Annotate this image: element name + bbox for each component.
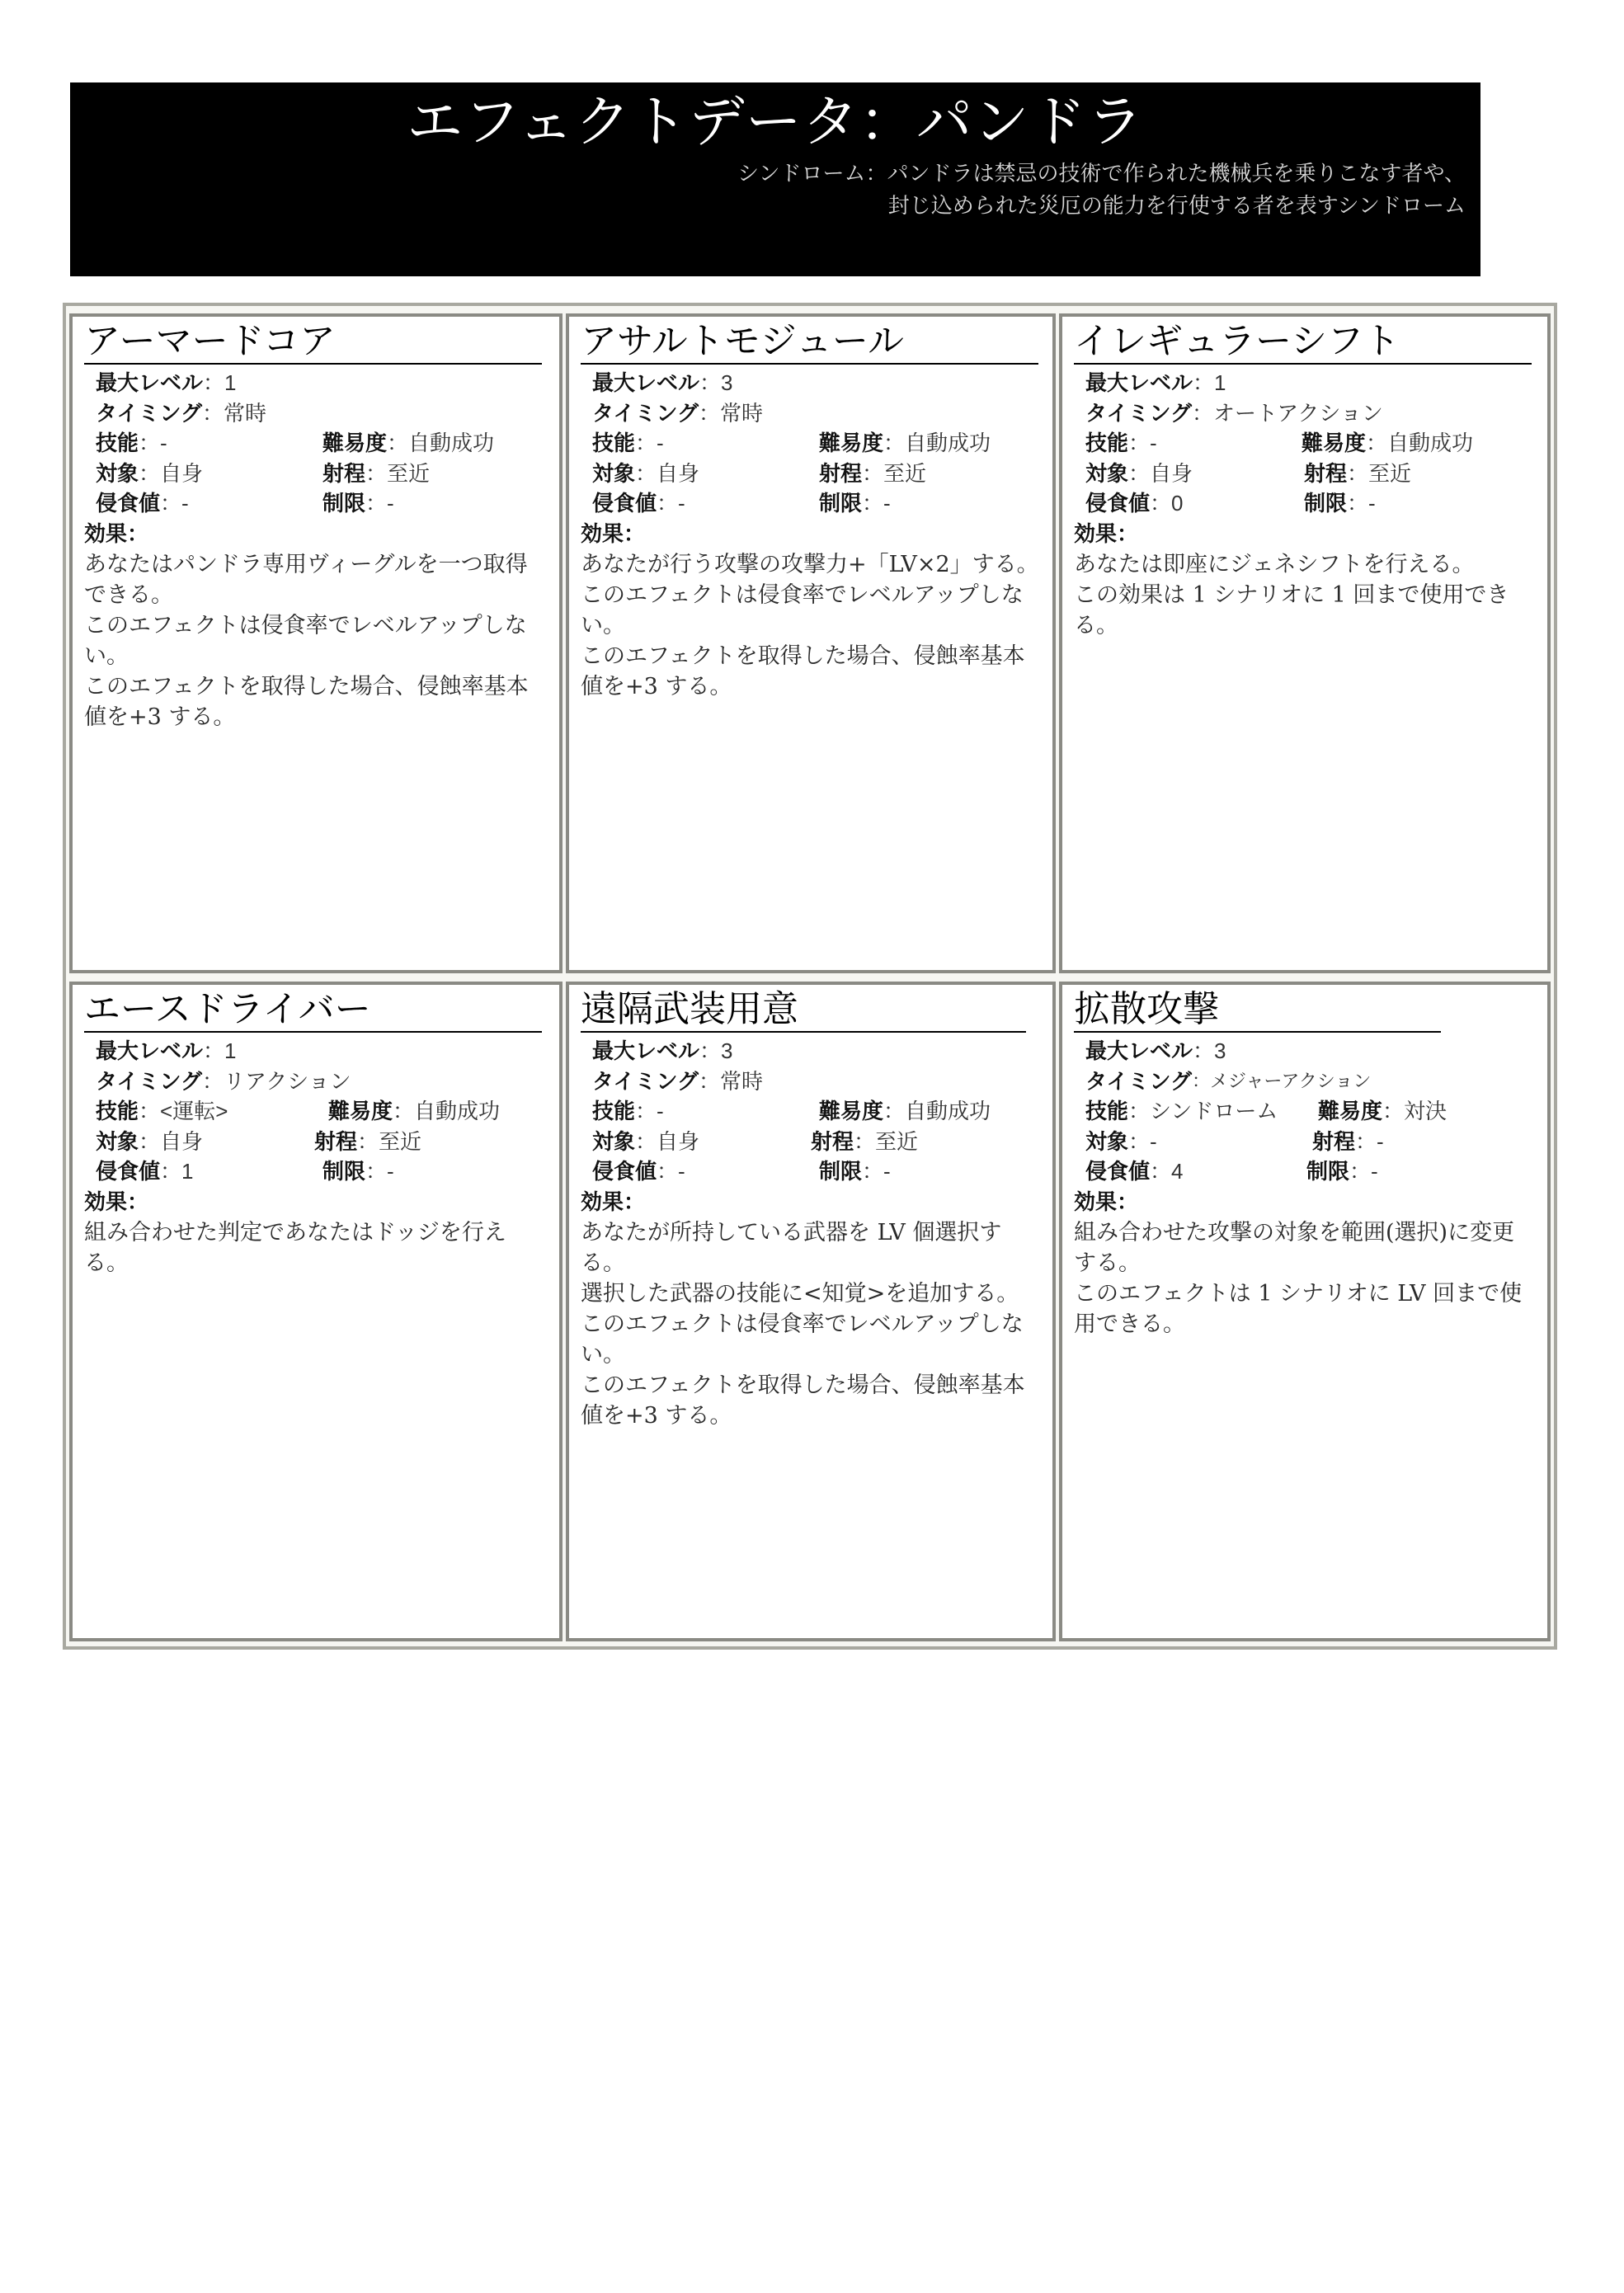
stat-row	[1085, 368, 1536, 398]
stat-label: 射程	[314, 1128, 358, 1154]
stat-label: 対象	[592, 1128, 636, 1154]
stat-value: ：自身	[635, 1128, 700, 1154]
effect-description	[84, 1187, 548, 1278]
effect-label: 効果：	[84, 520, 149, 546]
stat-value: ：-	[1128, 431, 1157, 455]
effect-line: このエフェクトを取得した場合、侵蝕率基本値を+3 する。	[581, 643, 1025, 699]
stat-value: ：自動成功	[883, 1099, 991, 1123]
stat-label: 射程	[811, 1128, 854, 1154]
effect-line: このエフェクトは 1 シナリオに LV 回まで使用できる。	[1074, 1280, 1523, 1337]
stat-value: ：-	[1349, 1159, 1378, 1184]
stat-row	[592, 1127, 1041, 1157]
effect-label: 効果：	[84, 1189, 149, 1214]
effect-stats	[1074, 368, 1536, 519]
stat-row	[1085, 1036, 1536, 1066]
stat-label: 制限	[819, 1159, 863, 1184]
stat-row	[96, 1036, 548, 1066]
stat-value: ：1	[203, 370, 237, 395]
stat-row	[1085, 459, 1536, 489]
stat-label: 制限	[1304, 491, 1348, 516]
stat-row	[96, 428, 548, 459]
stat-label: タイミング	[1085, 400, 1192, 426]
stat-value: ：自動成功	[883, 431, 991, 455]
stat-label: 技能	[592, 431, 636, 455]
effect-line: 組み合わせた攻撃の対象を範囲(選択)に変更する。	[1074, 1219, 1515, 1276]
stat-label: 対象	[96, 460, 139, 486]
stat-value: ：-	[635, 431, 664, 455]
stat-row	[96, 1156, 548, 1187]
stat-value: ：1	[203, 1038, 237, 1063]
stat-row	[1085, 398, 1536, 429]
effect-description	[1074, 519, 1536, 641]
effect-stats	[1074, 1036, 1536, 1187]
stat-label: 制限	[322, 1159, 366, 1184]
stat-row	[96, 368, 548, 398]
effect-line: あなたが行う攻撃の攻撃力+「LV×2」する。	[581, 551, 1039, 577]
stat-value: ：シンドローム	[1128, 1099, 1278, 1123]
stat-label: 難易度	[1318, 1099, 1383, 1123]
stat-value: ：3	[699, 370, 733, 395]
stat-label: 難易度	[1302, 431, 1367, 455]
page-header	[70, 82, 1480, 276]
effect-description	[581, 519, 1041, 702]
stat-row	[96, 1127, 548, 1157]
stat-label: 制限	[819, 491, 863, 516]
stat-label: 射程	[1304, 460, 1348, 486]
stat-row	[1085, 1127, 1536, 1157]
stat-label: 制限	[322, 491, 366, 516]
page-title: エフェクトデータ：パンドラ	[407, 90, 1144, 155]
stat-label: タイミング	[1085, 1068, 1192, 1094]
effect-card	[566, 313, 1056, 973]
stat-label: 侵食値	[1085, 1159, 1151, 1184]
effect-card	[1059, 313, 1551, 973]
effect-name: エースドライバー	[84, 988, 542, 1033]
stat-value: ：-	[1355, 1128, 1384, 1154]
stat-value: ：至近	[862, 460, 927, 486]
stat-label: 対象	[1085, 460, 1129, 486]
stat-value: ：1	[160, 1159, 194, 1184]
effect-name: 遠隔武装用意	[581, 988, 1026, 1033]
effect-line: このエフェクトは侵食率でレベルアップしない。	[581, 581, 1024, 638]
stat-label: 対象	[592, 460, 636, 486]
effect-line: この効果は 1 シナリオに 1 回まで使用できる。	[1074, 581, 1509, 638]
stat-value: ：至近	[365, 460, 431, 486]
stat-label: 対象	[1085, 1128, 1129, 1154]
effect-stats	[84, 368, 548, 519]
stat-label: 最大レベル	[592, 370, 700, 395]
stat-value: ：自動成功	[387, 431, 495, 455]
stat-label: 難易度	[819, 431, 884, 455]
stat-value: ：至近	[357, 1128, 422, 1154]
stat-row	[592, 1096, 1041, 1127]
effect-card-grid	[63, 303, 1557, 1650]
subtitle-line: 封じ込められた災厄の能力を行使する者を表すシンドローム	[887, 194, 1466, 219]
stat-value: ：自身	[139, 1128, 204, 1154]
stat-row	[1085, 1156, 1536, 1187]
stat-value: ：自動成功	[1366, 431, 1474, 455]
effect-description	[84, 519, 548, 732]
effect-line: 組み合わせた判定であなたはドッジを行える。	[84, 1219, 506, 1276]
stat-value: ：-	[862, 1159, 891, 1184]
stat-label: 射程	[322, 460, 366, 486]
stat-value: ：3	[699, 1038, 733, 1063]
stat-label: 最大レベル	[96, 370, 204, 395]
stat-row	[1085, 1066, 1536, 1097]
stat-row	[96, 1066, 548, 1097]
stat-value: ：-	[1128, 1128, 1157, 1154]
stat-row	[592, 398, 1041, 429]
stat-value: ：3	[1193, 1038, 1226, 1063]
stat-value: ：リアクション	[201, 1068, 351, 1094]
stat-row	[1085, 488, 1536, 519]
effect-name: アーマードコア	[84, 320, 542, 365]
effect-label: 効果：	[1074, 1189, 1139, 1214]
effect-line: あなたが所持している武器を LV 個選択する。	[581, 1219, 1002, 1276]
stat-label: 射程	[819, 460, 863, 486]
stat-label: 最大レベル	[592, 1038, 700, 1063]
stat-value: ：自身	[1128, 460, 1193, 486]
stat-row	[592, 1036, 1041, 1066]
stat-row	[592, 488, 1041, 519]
stat-label: タイミング	[592, 1068, 699, 1094]
stat-value: ：-	[1347, 491, 1376, 516]
stat-label: 技能	[1085, 431, 1129, 455]
stat-value: ：常時	[698, 1068, 763, 1094]
stat-value: ：1	[1193, 370, 1226, 395]
stat-label: 侵食値	[1085, 491, 1151, 516]
stat-label: 難易度	[328, 1099, 393, 1123]
effect-line: このエフェクトは侵食率でレベルアップしない。	[581, 1311, 1024, 1368]
effect-line: このエフェクトを取得した場合、侵蝕率基本値を+3 する。	[84, 673, 529, 730]
stat-value: ：自動成功	[393, 1099, 501, 1123]
stat-row	[592, 459, 1041, 489]
subtitle-line: シンドローム：パンドラは禁忌の技術で作られた機械兵を乗りこなす者や、	[737, 162, 1466, 186]
page-subtitle	[558, 158, 1466, 223]
effect-line: このエフェクトは侵食率でレベルアップしない。	[84, 612, 527, 669]
effect-label: 効果：	[1074, 520, 1139, 546]
stat-label: 侵食値	[592, 491, 657, 516]
stat-label: 最大レベル	[1085, 1038, 1193, 1063]
stat-value: ：オートアクション	[1191, 400, 1383, 426]
stat-label: 難易度	[322, 431, 388, 455]
stat-value: ：至近	[854, 1128, 919, 1154]
stat-value: ：-	[635, 1099, 664, 1123]
stat-row	[592, 1156, 1041, 1187]
stat-value: ：-	[160, 491, 189, 516]
stat-value: ：-	[657, 491, 685, 516]
stat-label: 侵食値	[96, 1159, 161, 1184]
stat-label: 対象	[96, 1128, 139, 1154]
stat-value: ：<運転>	[139, 1099, 228, 1123]
stat-row	[1085, 1096, 1536, 1127]
effect-stats	[581, 1036, 1041, 1187]
stat-label: タイミング	[592, 400, 699, 426]
stat-label: 技能	[592, 1099, 636, 1123]
effect-line: あなたは即座にジェネシフトを行える。	[1074, 551, 1475, 577]
stat-value: ：自身	[139, 460, 204, 486]
stat-value: ：常時	[698, 400, 763, 426]
effect-description	[1074, 1187, 1536, 1340]
stat-value: ：4	[1150, 1159, 1184, 1184]
stat-value: ：対決	[1382, 1099, 1447, 1123]
stat-row	[592, 1066, 1041, 1097]
effect-line: あなたはパンドラ専用ヴィーグルを一つ取得できる。	[84, 551, 528, 608]
effect-name: 拡散攻撃	[1074, 988, 1441, 1033]
stat-label: 侵食値	[592, 1159, 657, 1184]
effect-name: アサルトモジュール	[581, 320, 1038, 365]
stat-row	[592, 428, 1041, 459]
stat-value: ：-	[139, 431, 167, 455]
effect-card	[566, 982, 1056, 1641]
stat-value: ：-	[365, 1159, 394, 1184]
effect-card	[69, 982, 563, 1641]
effect-label: 効果：	[581, 1189, 646, 1214]
stat-row	[96, 1096, 548, 1127]
stat-row	[592, 368, 1041, 398]
stat-label: 制限	[1306, 1159, 1350, 1184]
stat-label: 射程	[1312, 1128, 1356, 1154]
stat-label: 難易度	[819, 1099, 884, 1123]
stat-label: 技能	[96, 431, 139, 455]
stat-label: 技能	[96, 1099, 139, 1123]
stat-value: ：至近	[1347, 460, 1412, 486]
effect-line: このエフェクトを取得した場合、侵蝕率基本値を+3 する。	[581, 1372, 1025, 1429]
stat-row	[96, 398, 548, 429]
stat-label: タイミング	[96, 400, 202, 426]
stat-value: ：メジャーアクション	[1191, 1070, 1372, 1091]
stat-row	[1085, 428, 1536, 459]
stat-value: ：0	[1150, 491, 1184, 516]
effect-description	[581, 1187, 1041, 1431]
stat-value: ：-	[862, 491, 891, 516]
stat-row	[96, 459, 548, 489]
stat-value: ：-	[657, 1159, 685, 1184]
stat-label: タイミング	[96, 1068, 202, 1094]
stat-row	[96, 488, 548, 519]
stat-value: ：常時	[201, 400, 266, 426]
stat-label: 技能	[1085, 1099, 1129, 1123]
effect-stats	[84, 1036, 548, 1187]
effect-name: イレギュラーシフト	[1074, 320, 1532, 365]
stat-label: 最大レベル	[96, 1038, 204, 1063]
stat-value: ：自身	[635, 460, 700, 486]
stat-value: ：-	[365, 491, 394, 516]
effect-label: 効果：	[581, 520, 646, 546]
stat-label: 侵食値	[96, 491, 161, 516]
effect-card	[69, 313, 563, 973]
effect-stats	[581, 368, 1041, 519]
effect-card	[1059, 982, 1551, 1641]
effect-line: 選択した武器の技能に<知覚>を追加する。	[581, 1280, 1019, 1307]
stat-label: 最大レベル	[1085, 370, 1193, 395]
